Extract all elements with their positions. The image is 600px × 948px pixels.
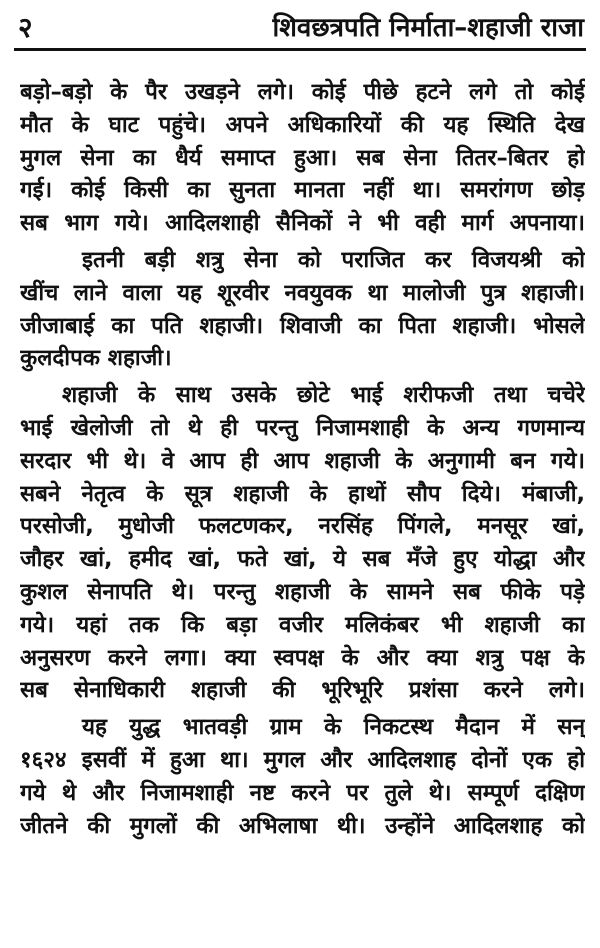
text-line: अनुसरण करने लगा। क्या स्वपक्ष के और क्या शत्रु पक्ष के (20, 644, 585, 671)
text-line: इतनी बड़ी शत्रु सेना को पराजित कर विजयश्री को (82, 246, 585, 273)
text-line: जीजाबाई का पति शहाजी। शिवाजी का पिता शहाजी। भोसले (20, 312, 585, 339)
text-line: सबने नेतृत्व के सूत्र शहाजी के हाथों सौप दिये। मंबाजी, (20, 480, 585, 507)
paragraph-3 (20, 379, 585, 707)
text-line: कुशल सेनापति थे। परन्तु शहाजी के सामने सब फीके पड़े (20, 578, 585, 605)
text-line: बड़ो–बड़ो के पैर उखड़ने लगे। कोई पीछे हटने लगे तो कोई (20, 79, 585, 105)
paragraph-4 (20, 711, 585, 842)
text-line: १६२४ इसवीं में हुआ था। मुगल और आदिलशाह दोनों एक हो (20, 746, 585, 773)
text-line: मौत के घाट पहुंचे। अपने अधिकारियों की यह स्थिति देख (20, 111, 585, 138)
text-line: मुगल सेना का धैर्य समाप्त हुआ। सब सेना तितर–बितर हो (20, 144, 585, 171)
paragraph-1 (20, 76, 585, 240)
text-line: शहाजी के साथ उसके छोटे भाई शरीफजी तथा चचेरे (62, 382, 585, 409)
text-line: जीतने की मुगलों की अभिलाषा थी। उन्होंने आदिलशाह को (20, 812, 585, 839)
text-line: गये। यहां तक कि बड़ा वजीर मलिकंबर भी शहाजी का (20, 611, 585, 638)
text-line: खींच लाने वाला यह शूरवीर नवयुवक था मालोजी पुत्र शहाजी। (20, 279, 585, 306)
text-line: भाई खेलोजी तो थे ही परन्तु निजामशाही के अन्य गणमान्य (20, 414, 585, 441)
text-line: गये थे और निजामशाही नष्ट करने पर तुले थे। सम्पूर्ण दक्षिण (20, 779, 585, 806)
body-text (20, 76, 585, 842)
text-line: यह युद्ध भातवड़ी ग्राम के निकटस्थ मैदान में सन् (82, 714, 585, 741)
text-line: सब भाग गये। आदिलशाही सैनिकों ने भी वही मार्ग अपनाया। (20, 210, 585, 237)
page-number: २ (18, 11, 33, 44)
text-line: गई। कोई किसी का सुनता मानता नहीं था। समरांगण छोड़ (20, 177, 585, 204)
running-title: शिवछत्रपति निर्माता–शहाजी राजा (272, 13, 584, 43)
text-line: परसोजी, मुधोजी फलटणकर, नरसिंह पिंगले, मनसूर खां, (20, 513, 585, 540)
text-line: सरदार भी थे। वे आप ही आप शहाजी के अनुगामी बन गये। (20, 447, 585, 474)
text-line: सब सेनाधिकारी शहाजी की भूरिभूरि प्रशंसा करने लगे। (20, 677, 585, 704)
page-header (14, 8, 586, 51)
paragraph-2 (20, 244, 585, 375)
text-line: कुलदीपक शहाजी। (20, 345, 172, 372)
text-line: जौहर खां, हमीद खां, फते खां, ये सब मँजे हुए योद्धा और (20, 546, 585, 573)
